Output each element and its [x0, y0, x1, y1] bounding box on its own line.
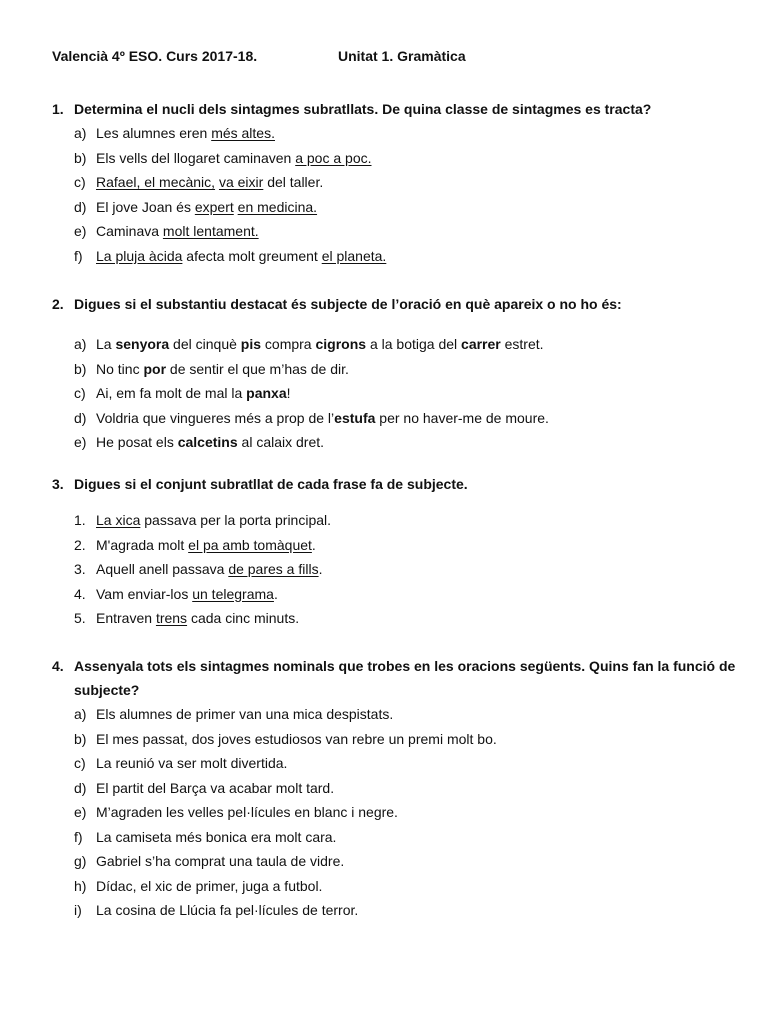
question-4	[52, 654, 742, 923]
item-label: c)	[74, 385, 86, 401]
item-label: a)	[74, 125, 87, 141]
item-label: i)	[74, 902, 82, 918]
text-fragment: Aquell anell passava	[96, 561, 229, 577]
question-3-items	[52, 508, 742, 631]
list-item	[52, 244, 742, 269]
text-fragment: La cosina de Llúcia fa pel·lícules de terror.	[96, 902, 359, 918]
item-label: c)	[74, 174, 86, 190]
item-text	[96, 849, 344, 874]
text-fragment: El jove Joan és	[96, 198, 195, 215]
item-text	[96, 430, 324, 455]
list-item	[52, 898, 742, 923]
item-text	[96, 146, 372, 171]
question-3-number: 3.	[52, 476, 64, 492]
highlighted-word: estufa	[334, 409, 376, 426]
question-3-text: Digues si el conjunt subratllat de cada frase fa de subjecte.	[74, 476, 468, 492]
text-fragment: Les alumnes eren	[96, 125, 212, 141]
list-item	[52, 849, 742, 874]
item-label: 3.	[74, 561, 86, 577]
highlighted-word: senyora	[115, 336, 170, 352]
text-fragment: de sentir el que m’has de dir.	[166, 360, 349, 377]
underlined-phrase: molt lentament.	[162, 223, 259, 239]
item-label: e)	[74, 223, 87, 239]
underlined-phrase: de pares a fills	[228, 561, 319, 577]
list-item	[52, 751, 742, 776]
question-4-text: Assenyala tots els sintagmes nominals que trobes en les oracions següents. Quins fan la funció de subjecte?	[74, 658, 736, 698]
text-fragment: del cinquè	[169, 336, 241, 352]
list-item	[52, 219, 742, 244]
underlined-phrase: va eixir	[218, 174, 264, 190]
item-label: a)	[74, 336, 87, 352]
list-item	[52, 430, 742, 455]
text-fragment: Voldria que vingueres més a prop de l’	[96, 409, 335, 426]
list-item	[52, 406, 742, 431]
list-item	[52, 582, 742, 607]
item-text	[96, 508, 331, 533]
underlined-phrase: Rafael, el mecànic,	[96, 174, 216, 190]
list-item	[52, 357, 742, 382]
underlined-phrase: més altes.	[211, 125, 275, 141]
question-2-items	[52, 332, 742, 455]
item-text	[96, 727, 497, 752]
item-label: 4.	[74, 585, 86, 602]
item-text	[96, 776, 334, 801]
item-label: e)	[74, 804, 87, 820]
text-fragment: Vam enviar-los	[96, 585, 193, 602]
underlined-phrase: La pluja àcida	[96, 247, 183, 264]
underlined-phrase: trens	[155, 610, 188, 626]
list-item	[52, 121, 742, 146]
item-label: 5.	[74, 610, 86, 626]
item-label: h)	[74, 877, 87, 894]
item-text	[96, 332, 544, 357]
highlighted-word: panxa	[246, 385, 287, 401]
question-4-number: 4.	[52, 658, 64, 674]
text-fragment: .	[318, 561, 323, 577]
underlined-phrase: expert	[194, 198, 234, 215]
item-label: b)	[74, 730, 87, 747]
course-title: Valencià 4º ESO. Curs 2017-18.	[52, 48, 258, 64]
list-item	[52, 533, 742, 558]
list-item	[52, 332, 742, 357]
item-label: e)	[74, 434, 87, 450]
list-item	[52, 557, 742, 582]
underlined-phrase: La xica	[96, 512, 141, 528]
item-label: a)	[74, 706, 87, 722]
text-fragment: La camiseta més bonica era molt cara.	[96, 828, 337, 845]
text-fragment: La reunió va ser molt divertida.	[96, 755, 288, 771]
text-fragment: a la botiga del	[366, 336, 462, 352]
item-label: d)	[74, 198, 87, 215]
text-fragment: M’agraden les velles pel·lícules en blanc i negre.	[96, 804, 398, 820]
question-4-title	[52, 654, 742, 702]
text-fragment: estret.	[500, 336, 544, 352]
question-1-text: Determina el nucli dels sintagmes subratllats. De quina classe de sintagmes es tracta?	[74, 101, 652, 117]
text-fragment: .	[311, 536, 316, 553]
question-2-title	[52, 292, 742, 316]
item-text	[96, 751, 287, 776]
item-text	[96, 898, 358, 923]
item-label: d)	[74, 409, 87, 426]
underlined-phrase: en medicina.	[237, 198, 318, 215]
highlighted-word: pis	[240, 336, 262, 352]
question-1-items	[52, 121, 742, 268]
item-text	[96, 170, 323, 195]
item-label: g)	[74, 853, 87, 869]
highlighted-word: cigrons	[315, 336, 367, 352]
text-fragment: No tinc	[96, 360, 144, 377]
list-item	[52, 508, 742, 533]
item-text	[96, 406, 549, 431]
text-fragment: cada cinc minuts.	[187, 610, 300, 626]
item-text	[96, 874, 322, 899]
item-text	[96, 702, 393, 727]
text-fragment: Caminava	[96, 223, 163, 239]
question-3	[52, 472, 742, 631]
list-item	[52, 146, 742, 171]
text-fragment: El partit del Barça va acabar molt tard.	[96, 779, 335, 796]
item-text	[96, 244, 386, 269]
list-item	[52, 170, 742, 195]
text-fragment: passava per la porta principal.	[140, 512, 332, 528]
item-label: f)	[74, 247, 83, 264]
list-item	[52, 825, 742, 850]
item-label: b)	[74, 149, 87, 166]
item-text	[96, 357, 349, 382]
item-text	[96, 557, 322, 582]
question-2-text: Digues si el substantiu destacat és subjecte de l’oració en què apareix o no ho és:	[74, 296, 622, 312]
list-item	[52, 606, 742, 631]
highlighted-word: calcetins	[177, 434, 238, 450]
item-text	[96, 533, 316, 558]
text-fragment: Ai, em fa molt de mal la	[96, 385, 247, 401]
question-4-items	[52, 702, 742, 923]
list-item	[52, 800, 742, 825]
text-fragment: Els vells del llogaret caminaven	[96, 149, 296, 166]
text-fragment: Gabriel s’ha comprat una taula de vidre.	[96, 853, 345, 869]
underlined-phrase: el pa amb tomàquet	[188, 536, 312, 553]
text-fragment: Entraven	[96, 610, 156, 626]
list-item	[52, 776, 742, 801]
question-3-title	[52, 472, 742, 496]
question-2	[52, 292, 742, 455]
item-text	[96, 800, 398, 825]
text-fragment: Els alumnes de primer van una mica despistats.	[96, 706, 394, 722]
question-1-number: 1.	[52, 101, 64, 117]
item-label: f)	[74, 828, 83, 845]
text-fragment: del taller.	[263, 174, 324, 190]
text-fragment: .	[273, 585, 278, 602]
item-text	[96, 219, 259, 244]
text-fragment: compra	[261, 336, 316, 352]
text-fragment: He posat els	[96, 434, 178, 450]
highlighted-word: por	[143, 360, 167, 377]
underlined-phrase: un telegrama	[192, 585, 274, 602]
item-label: c)	[74, 755, 86, 771]
item-label: 2.	[74, 536, 86, 553]
text-fragment: !	[286, 385, 291, 401]
list-item	[52, 874, 742, 899]
text-fragment: El mes passat, dos joves estudiosos van rebre un premi molt bo.	[96, 730, 497, 747]
item-label: d)	[74, 779, 87, 796]
text-fragment: Dídac, el xic de primer, juga a futbol.	[96, 877, 323, 894]
question-2-number: 2.	[52, 296, 64, 312]
list-item	[52, 381, 742, 406]
item-text	[96, 195, 317, 220]
list-item	[52, 702, 742, 727]
text-fragment: afecta molt greument	[182, 247, 322, 264]
item-text	[96, 121, 275, 146]
item-text	[96, 825, 336, 850]
text-fragment: per no haver-me de moure.	[375, 409, 549, 426]
underlined-phrase: el planeta.	[321, 247, 387, 264]
text-fragment: M'agrada molt	[96, 536, 189, 553]
list-item	[52, 727, 742, 752]
item-text	[96, 582, 278, 607]
text-fragment: La	[96, 336, 116, 352]
question-1	[52, 97, 742, 268]
list-item	[52, 195, 742, 220]
item-text	[96, 381, 291, 406]
item-text	[96, 606, 299, 631]
underlined-phrase: a poc a poc.	[295, 149, 372, 166]
highlighted-word: carrer	[461, 336, 501, 352]
item-label: 1.	[74, 512, 86, 528]
item-label: b)	[74, 360, 87, 377]
unit-title: Unitat 1. Gramàtica	[338, 48, 466, 64]
text-fragment: al calaix dret.	[237, 434, 325, 450]
question-1-title	[52, 97, 742, 121]
